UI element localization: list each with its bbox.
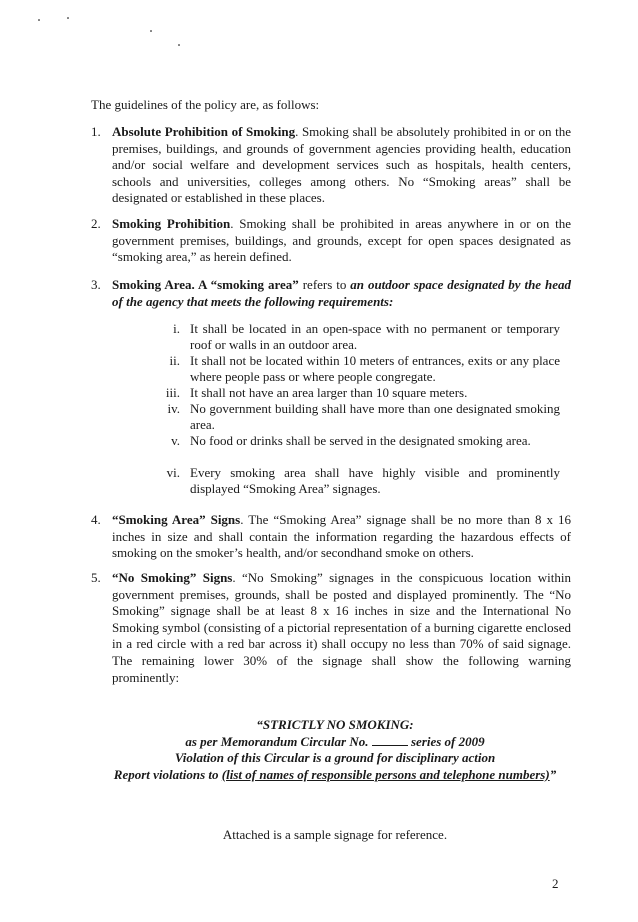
page-number: 2 [552,876,559,891]
warning-line-4 [100,767,570,784]
requirement-i [160,321,560,353]
requirement-text: It shall be located in an open-space with no permanent or temporary roof or walls in an outdoor area. [190,321,560,352]
item-text: refers to [298,277,351,292]
warning-report-label: Report violations to [113,766,222,782]
item-number: 2. [91,216,101,231]
requirement-iv [160,401,560,433]
intro-text: The guidelines of the policy are, as follows: [91,97,320,112]
item-title: “Smoking Area” Signs [112,512,241,527]
scan-speck [67,17,69,19]
warning-line-3: Violation of this Circular is a ground for disciplinary action [174,750,496,766]
guideline-item-5 [91,570,571,686]
warning-line-1: “STRICTLY NO SMOKING: [256,717,414,732]
requirement-number: iv. [167,401,180,416]
item-number: 5. [91,570,101,585]
item-text: . The “Smoking Area” signage shall be no more than 8 x 16 inches in size and shall contain the information regarding the hazardous effects of smoking on the smoker’s health, and/or secondhand smoke on others. [112,512,571,561]
item-title: Smoking Area. A “smoking area” [112,277,299,292]
warning-close-quote: ” [549,766,557,782]
requirement-number: vi. [166,465,180,480]
scan-speck [38,19,40,21]
warning-line-2 [100,734,570,751]
requirement-ii [160,353,560,385]
warning-contacts-placeholder: (list of names of responsible persons and telephone numbers) [221,766,550,782]
circular-number-blank [372,734,408,746]
requirement-text: It shall not be located within 10 meters of entrances, exits or any place where people pass or where people congregate. [190,353,560,384]
item-text: . “No Smoking” signages in the conspicuous location within government premises, grounds, shall be posted and displayed prominently. The “No Smoking” signage shall be at least 8 x 16 inches in size and the International No Smoking symbol (consisting of a pictorial representation of a burning cigarette enclosed in a red circle with a red bar across it) shall occupy no less than 70% of said signage. The remaining lower 30% of the signage shall show the following warning prominently: [112,570,572,685]
scan-speck [150,30,152,32]
item-title: Smoking Prohibition [112,216,231,231]
item-number: 4. [91,512,101,527]
requirement-number: i. [173,321,180,336]
item-text: . Smoking shall be prohibited in areas anywhere in or on the government premises, buildings, and grounds, except for open spaces designated as “smoking area,” as herein defined. [112,216,572,265]
requirement-vi [160,465,560,497]
item-emphasis: an outdoor space designated by the head of the agency that meets the following requirements: [112,277,572,309]
requirement-v [160,433,560,449]
warning-circular-label: as per Memorandum Circular No. [185,733,369,749]
requirement-text: It shall not have an area larger than 10 square meters. [190,385,468,400]
guideline-item-4 [91,512,571,562]
requirement-text: No government building shall have more than one designated smoking area. [190,401,560,432]
warning-series-label: series of 2009 [410,733,485,749]
guideline-item-2 [91,216,571,266]
requirement-iii [160,385,560,401]
requirement-number: ii. [169,353,180,368]
requirement-text: No food or drinks shall be served in the designated smoking area. [190,433,531,448]
item-title: “No Smoking” Signs [112,570,233,585]
item-number: 1. [91,124,101,139]
requirement-number: iii. [165,385,180,400]
requirement-number: v. [171,433,180,448]
warning-text [100,717,570,783]
item-title: Absolute Prohibition of Smoking [112,124,296,139]
guideline-item-1 [91,124,571,207]
guideline-item-3 [91,277,571,310]
attached-note: Attached is a sample signage for reference. [222,827,448,842]
item-number: 3. [91,277,101,292]
item-text: . Smoking shall be absolutely prohibited in or on the premises, buildings, and grounds of government agencies providing health, education and/or social welfare and development services such as hospitals, health centers, schools and universities, colleges among others. No “Smoking areas” shall be designated or established in these places. [112,124,571,206]
scan-speck [178,44,180,46]
requirement-text: Every smoking area shall have highly visible and prominently displayed “Smoking Area” signages. [190,465,560,496]
